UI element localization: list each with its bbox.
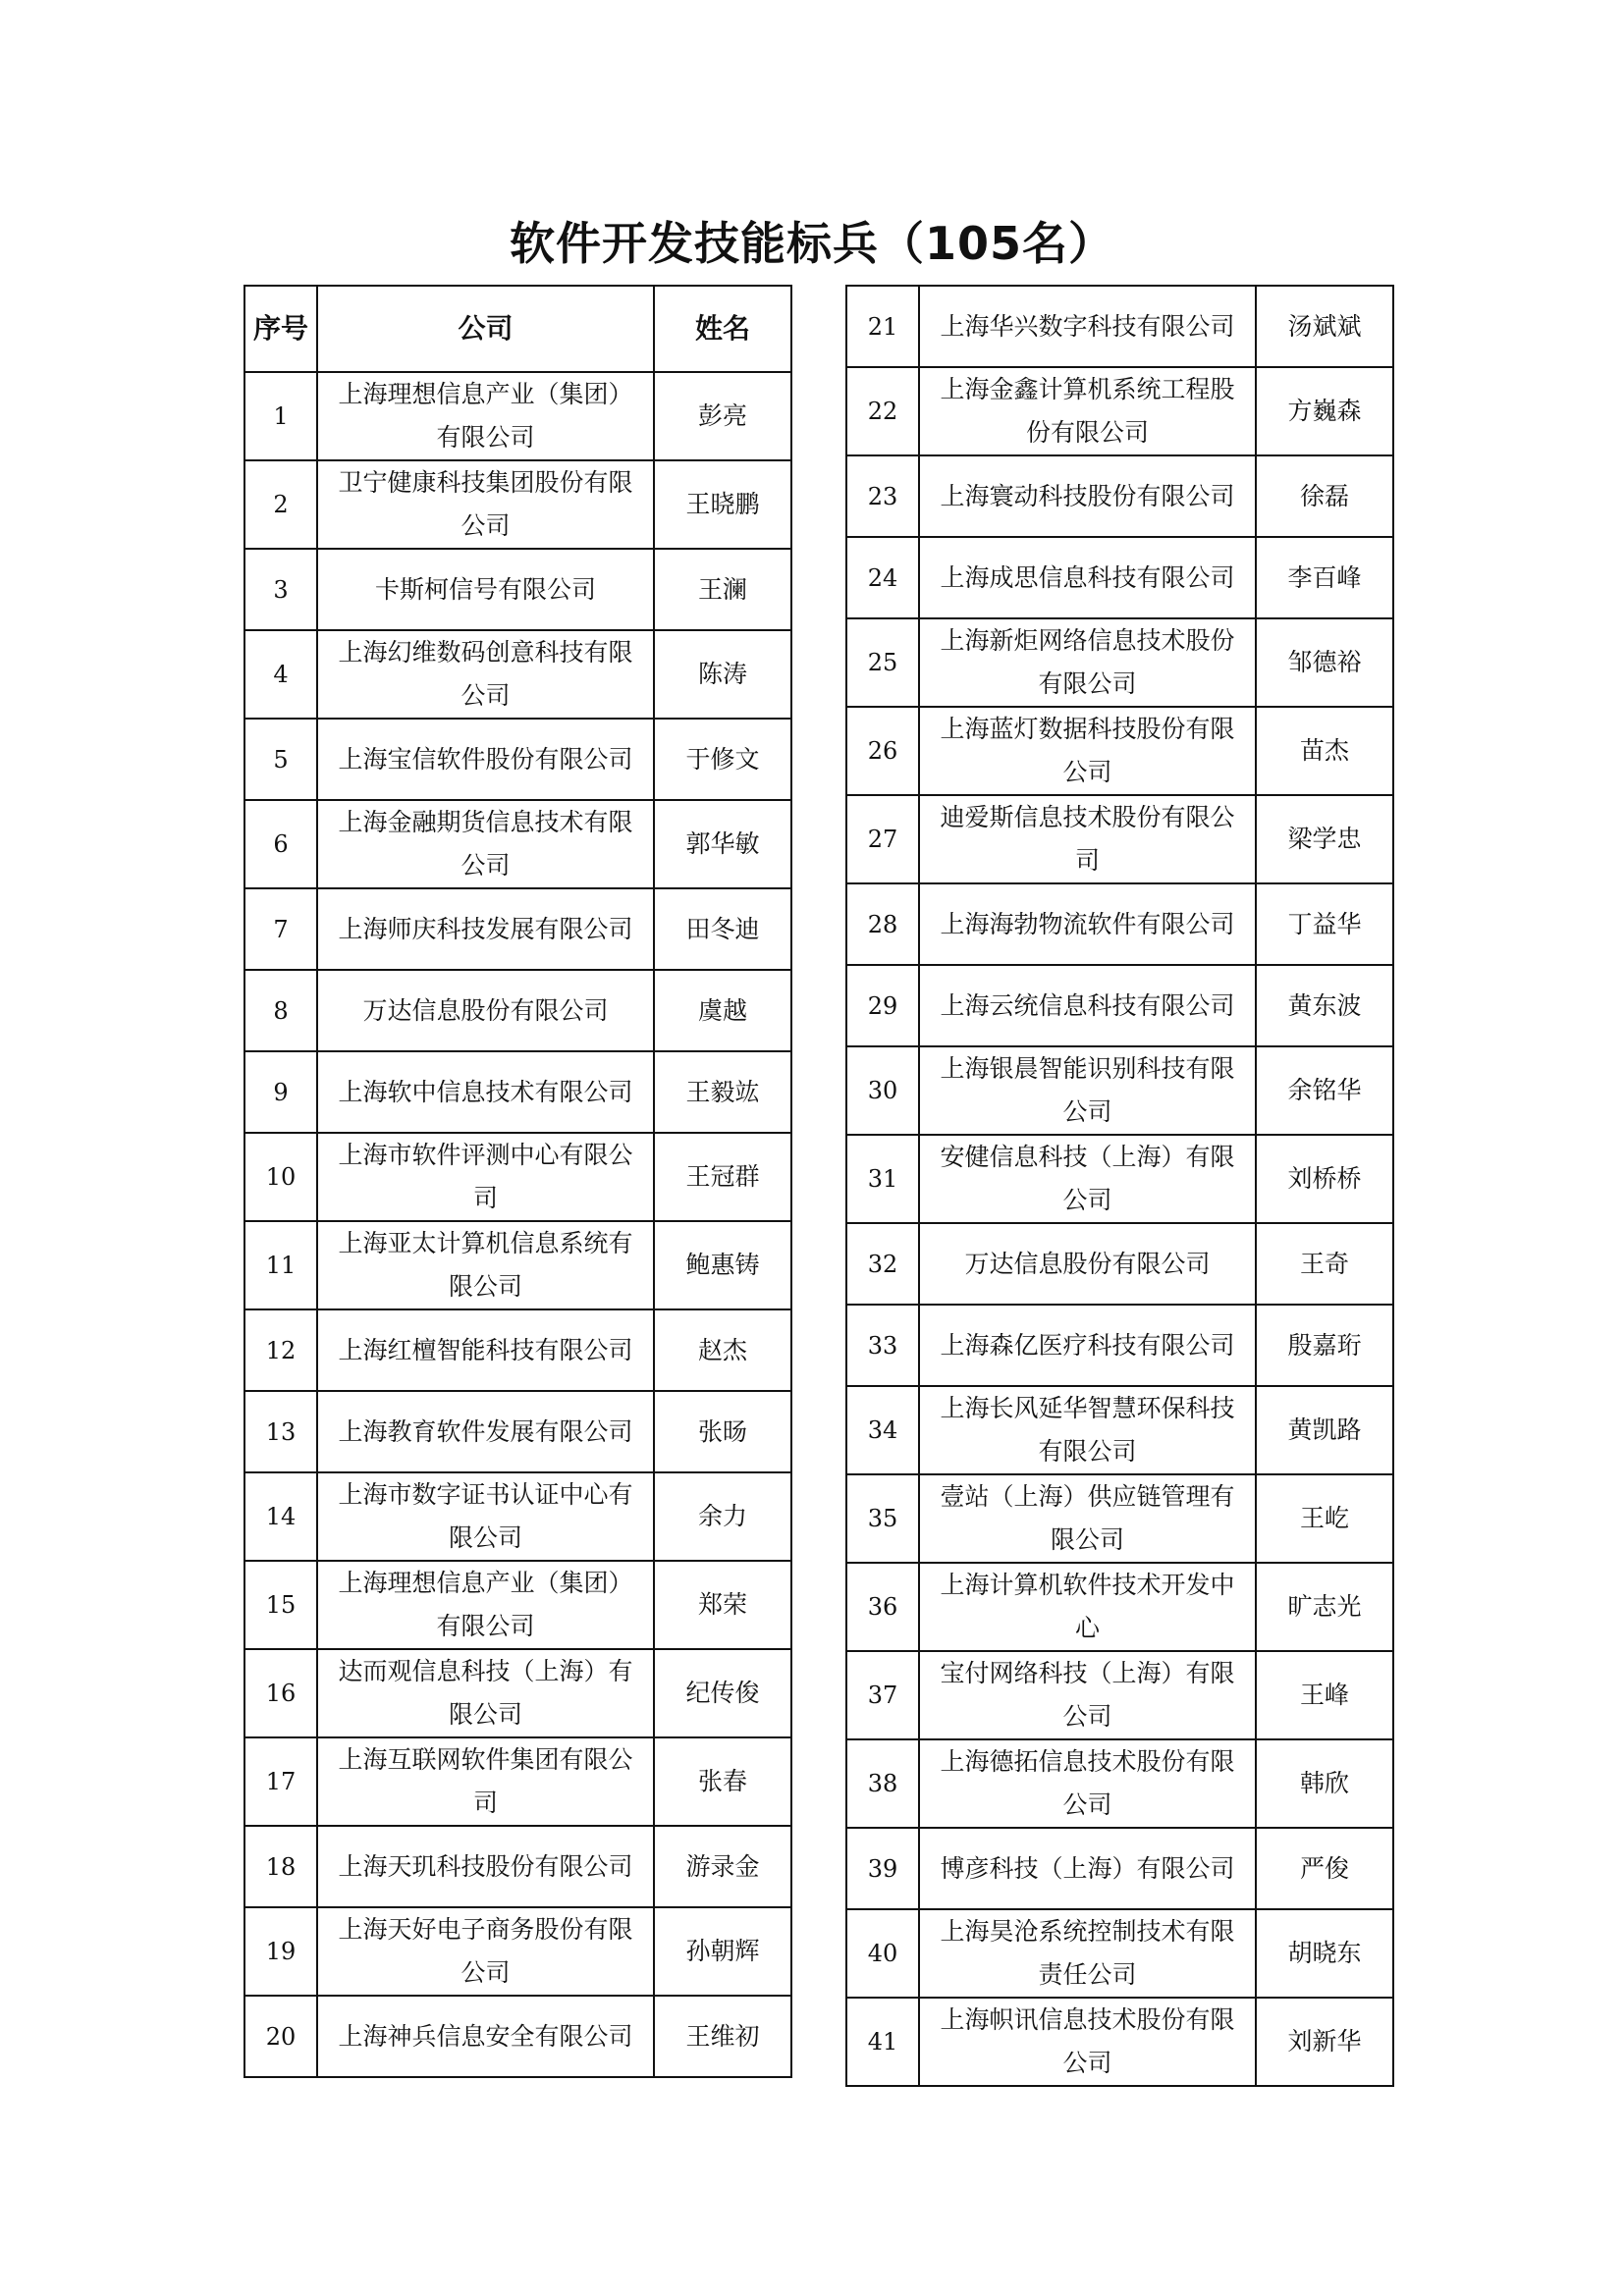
row-index: 24 bbox=[846, 537, 919, 618]
table-row bbox=[244, 1826, 791, 1907]
row-company: 上海计算机软件技术开发中心 bbox=[919, 1563, 1256, 1651]
row-index: 25 bbox=[846, 618, 919, 707]
row-company: 上海亚太计算机信息系统有限公司 bbox=[317, 1221, 654, 1309]
row-index: 11 bbox=[244, 1221, 317, 1309]
row-index: 13 bbox=[244, 1391, 317, 1472]
row-name: 王奇 bbox=[1256, 1223, 1393, 1305]
row-company: 上海天好电子商务股份有限公司 bbox=[317, 1907, 654, 1996]
row-name: 王毅竑 bbox=[654, 1051, 791, 1133]
row-index: 41 bbox=[846, 1998, 919, 2086]
table-row bbox=[846, 1739, 1393, 1828]
row-index: 30 bbox=[846, 1046, 919, 1135]
row-name: 余力 bbox=[654, 1472, 791, 1561]
header-index: 序号 bbox=[244, 286, 317, 372]
row-index: 5 bbox=[244, 719, 317, 800]
row-index: 21 bbox=[846, 286, 919, 367]
table-row bbox=[244, 1737, 791, 1826]
row-company: 万达信息股份有限公司 bbox=[317, 970, 654, 1051]
row-company: 上海天玑科技股份有限公司 bbox=[317, 1826, 654, 1907]
table-row bbox=[846, 1563, 1393, 1651]
table-row bbox=[244, 1391, 791, 1472]
row-name: 张旸 bbox=[654, 1391, 791, 1472]
row-company: 上海长风延华智慧环保科技有限公司 bbox=[919, 1386, 1256, 1474]
row-index: 6 bbox=[244, 800, 317, 888]
row-company: 上海教育软件发展有限公司 bbox=[317, 1391, 654, 1472]
row-name: 胡晓东 bbox=[1256, 1909, 1393, 1998]
row-index: 18 bbox=[244, 1826, 317, 1907]
row-index: 19 bbox=[244, 1907, 317, 1996]
table-row bbox=[846, 367, 1393, 455]
table-row bbox=[244, 1472, 791, 1561]
roster-table-left bbox=[244, 285, 792, 2078]
row-company: 上海森亿医疗科技有限公司 bbox=[919, 1305, 1256, 1386]
table-row bbox=[244, 1996, 791, 2077]
row-name: 黄东波 bbox=[1256, 965, 1393, 1046]
row-company: 上海寰动科技股份有限公司 bbox=[919, 455, 1256, 537]
row-index: 38 bbox=[846, 1739, 919, 1828]
row-name: 彭亮 bbox=[654, 372, 791, 460]
row-company: 上海新炬网络信息技术股份有限公司 bbox=[919, 618, 1256, 707]
row-name: 郑荣 bbox=[654, 1561, 791, 1649]
row-company: 卫宁健康科技集团股份有限公司 bbox=[317, 460, 654, 549]
row-index: 22 bbox=[846, 367, 919, 455]
table-row bbox=[846, 618, 1393, 707]
table-row bbox=[846, 1651, 1393, 1739]
row-index: 36 bbox=[846, 1563, 919, 1651]
row-name: 王冠群 bbox=[654, 1133, 791, 1221]
row-company: 上海云统信息科技有限公司 bbox=[919, 965, 1256, 1046]
row-index: 15 bbox=[244, 1561, 317, 1649]
header-name: 姓名 bbox=[654, 286, 791, 372]
table-row bbox=[244, 549, 791, 630]
row-index: 37 bbox=[846, 1651, 919, 1739]
table-row bbox=[244, 1561, 791, 1649]
row-index: 4 bbox=[244, 630, 317, 719]
row-company: 上海市软件评测中心有限公司 bbox=[317, 1133, 654, 1221]
table-row bbox=[846, 795, 1393, 883]
row-company: 上海神兵信息安全有限公司 bbox=[317, 1996, 654, 2077]
table-row bbox=[244, 630, 791, 719]
table-row bbox=[846, 1828, 1393, 1909]
row-index: 40 bbox=[846, 1909, 919, 1998]
row-company: 迪爱斯信息技术股份有限公司 bbox=[919, 795, 1256, 883]
table-row bbox=[244, 970, 791, 1051]
row-company: 上海华兴数字科技有限公司 bbox=[919, 286, 1256, 367]
row-index: 7 bbox=[244, 888, 317, 970]
table-row bbox=[846, 1305, 1393, 1386]
table-row bbox=[244, 372, 791, 460]
row-index: 28 bbox=[846, 883, 919, 965]
row-name: 余铭华 bbox=[1256, 1046, 1393, 1135]
row-name: 郭华敏 bbox=[654, 800, 791, 888]
table-row bbox=[244, 719, 791, 800]
table-row bbox=[846, 1998, 1393, 2086]
row-company: 上海银晨智能识别科技有限公司 bbox=[919, 1046, 1256, 1135]
row-name: 张春 bbox=[654, 1737, 791, 1826]
table-row bbox=[846, 537, 1393, 618]
row-index: 12 bbox=[244, 1309, 317, 1391]
row-company: 上海理想信息产业（集团）有限公司 bbox=[317, 1561, 654, 1649]
table-row bbox=[846, 1386, 1393, 1474]
row-index: 10 bbox=[244, 1133, 317, 1221]
table-row bbox=[244, 1907, 791, 1996]
header-company: 公司 bbox=[317, 286, 654, 372]
table-row bbox=[244, 460, 791, 549]
row-name: 王峰 bbox=[1256, 1651, 1393, 1739]
row-name: 韩欣 bbox=[1256, 1739, 1393, 1828]
row-index: 2 bbox=[244, 460, 317, 549]
row-name: 丁益华 bbox=[1256, 883, 1393, 965]
row-company: 上海蓝灯数据科技股份有限公司 bbox=[919, 707, 1256, 795]
row-index: 23 bbox=[846, 455, 919, 537]
table-header-row bbox=[244, 286, 791, 372]
row-name: 徐磊 bbox=[1256, 455, 1393, 537]
row-index: 26 bbox=[846, 707, 919, 795]
table-row bbox=[244, 1649, 791, 1737]
table-row bbox=[846, 286, 1393, 367]
roster-table-right bbox=[845, 285, 1394, 2087]
row-index: 9 bbox=[244, 1051, 317, 1133]
row-company: 卡斯柯信号有限公司 bbox=[317, 549, 654, 630]
row-company: 上海红檀智能科技有限公司 bbox=[317, 1309, 654, 1391]
table-row bbox=[846, 1046, 1393, 1135]
row-index: 8 bbox=[244, 970, 317, 1051]
row-name: 刘桥桥 bbox=[1256, 1135, 1393, 1223]
table-row bbox=[846, 1223, 1393, 1305]
row-name: 王晓鹏 bbox=[654, 460, 791, 549]
row-name: 王屹 bbox=[1256, 1474, 1393, 1563]
row-name: 鲍惠铸 bbox=[654, 1221, 791, 1309]
row-company: 上海金融期货信息技术有限公司 bbox=[317, 800, 654, 888]
row-company: 上海金鑫计算机系统工程股份有限公司 bbox=[919, 367, 1256, 455]
table-row bbox=[244, 1221, 791, 1309]
row-index: 20 bbox=[244, 1996, 317, 2077]
row-company: 万达信息股份有限公司 bbox=[919, 1223, 1256, 1305]
row-index: 39 bbox=[846, 1828, 919, 1909]
row-name: 苗杰 bbox=[1256, 707, 1393, 795]
table-row bbox=[244, 888, 791, 970]
row-name: 纪传俊 bbox=[654, 1649, 791, 1737]
row-name: 王维初 bbox=[654, 1996, 791, 2077]
row-index: 17 bbox=[244, 1737, 317, 1826]
row-index: 1 bbox=[244, 372, 317, 460]
row-company: 博彦科技（上海）有限公司 bbox=[919, 1828, 1256, 1909]
row-index: 33 bbox=[846, 1305, 919, 1386]
row-company: 上海互联网软件集团有限公司 bbox=[317, 1737, 654, 1826]
row-index: 32 bbox=[846, 1223, 919, 1305]
table-row bbox=[846, 707, 1393, 795]
row-name: 李百峰 bbox=[1256, 537, 1393, 618]
row-company: 上海成思信息科技有限公司 bbox=[919, 537, 1256, 618]
table-row bbox=[846, 1909, 1393, 1998]
row-name: 田冬迪 bbox=[654, 888, 791, 970]
row-index: 35 bbox=[846, 1474, 919, 1563]
row-name: 刘新华 bbox=[1256, 1998, 1393, 2086]
table-row bbox=[244, 1051, 791, 1133]
row-company: 上海德拓信息技术股份有限公司 bbox=[919, 1739, 1256, 1828]
row-company: 上海宝信软件股份有限公司 bbox=[317, 719, 654, 800]
row-company: 上海师庆科技发展有限公司 bbox=[317, 888, 654, 970]
row-company: 安健信息科技（上海）有限公司 bbox=[919, 1135, 1256, 1223]
row-company: 达而观信息科技（上海）有限公司 bbox=[317, 1649, 654, 1737]
row-name: 陈涛 bbox=[654, 630, 791, 719]
table-row bbox=[244, 1309, 791, 1391]
row-index: 34 bbox=[846, 1386, 919, 1474]
row-name: 游录金 bbox=[654, 1826, 791, 1907]
row-company: 壹站（上海）供应链管理有限公司 bbox=[919, 1474, 1256, 1563]
row-name: 旷志光 bbox=[1256, 1563, 1393, 1651]
row-index: 14 bbox=[244, 1472, 317, 1561]
row-index: 31 bbox=[846, 1135, 919, 1223]
row-name: 严俊 bbox=[1256, 1828, 1393, 1909]
row-company: 上海帜讯信息技术股份有限公司 bbox=[919, 1998, 1256, 2086]
row-index: 16 bbox=[244, 1649, 317, 1737]
row-company: 上海昊沧系统控制技术有限责任公司 bbox=[919, 1909, 1256, 1998]
row-index: 3 bbox=[244, 549, 317, 630]
row-name: 汤斌斌 bbox=[1256, 286, 1393, 367]
row-name: 于修文 bbox=[654, 719, 791, 800]
row-company: 宝付网络科技（上海）有限公司 bbox=[919, 1651, 1256, 1739]
row-company: 上海市数字证书认证中心有限公司 bbox=[317, 1472, 654, 1561]
row-company: 上海海勃物流软件有限公司 bbox=[919, 883, 1256, 965]
row-name: 邹德裕 bbox=[1256, 618, 1393, 707]
table-row bbox=[846, 883, 1393, 965]
row-name: 王澜 bbox=[654, 549, 791, 630]
row-name: 赵杰 bbox=[654, 1309, 791, 1391]
row-name: 梁学忠 bbox=[1256, 795, 1393, 883]
table-row bbox=[244, 1133, 791, 1221]
row-name: 殷嘉珩 bbox=[1256, 1305, 1393, 1386]
row-name: 虞越 bbox=[654, 970, 791, 1051]
row-index: 29 bbox=[846, 965, 919, 1046]
row-name: 方巍森 bbox=[1256, 367, 1393, 455]
table-row bbox=[846, 1135, 1393, 1223]
table-row bbox=[846, 1474, 1393, 1563]
row-company: 上海理想信息产业（集团）有限公司 bbox=[317, 372, 654, 460]
table-row bbox=[244, 800, 791, 888]
row-index: 27 bbox=[846, 795, 919, 883]
row-company: 上海幻维数码创意科技有限公司 bbox=[317, 630, 654, 719]
row-name: 黄凯路 bbox=[1256, 1386, 1393, 1474]
row-company: 上海软中信息技术有限公司 bbox=[317, 1051, 654, 1133]
document-title: 软件开发技能标兵（105名） bbox=[509, 217, 1115, 270]
table-row bbox=[846, 455, 1393, 537]
row-name: 孙朝辉 bbox=[654, 1907, 791, 1996]
table-row bbox=[846, 965, 1393, 1046]
